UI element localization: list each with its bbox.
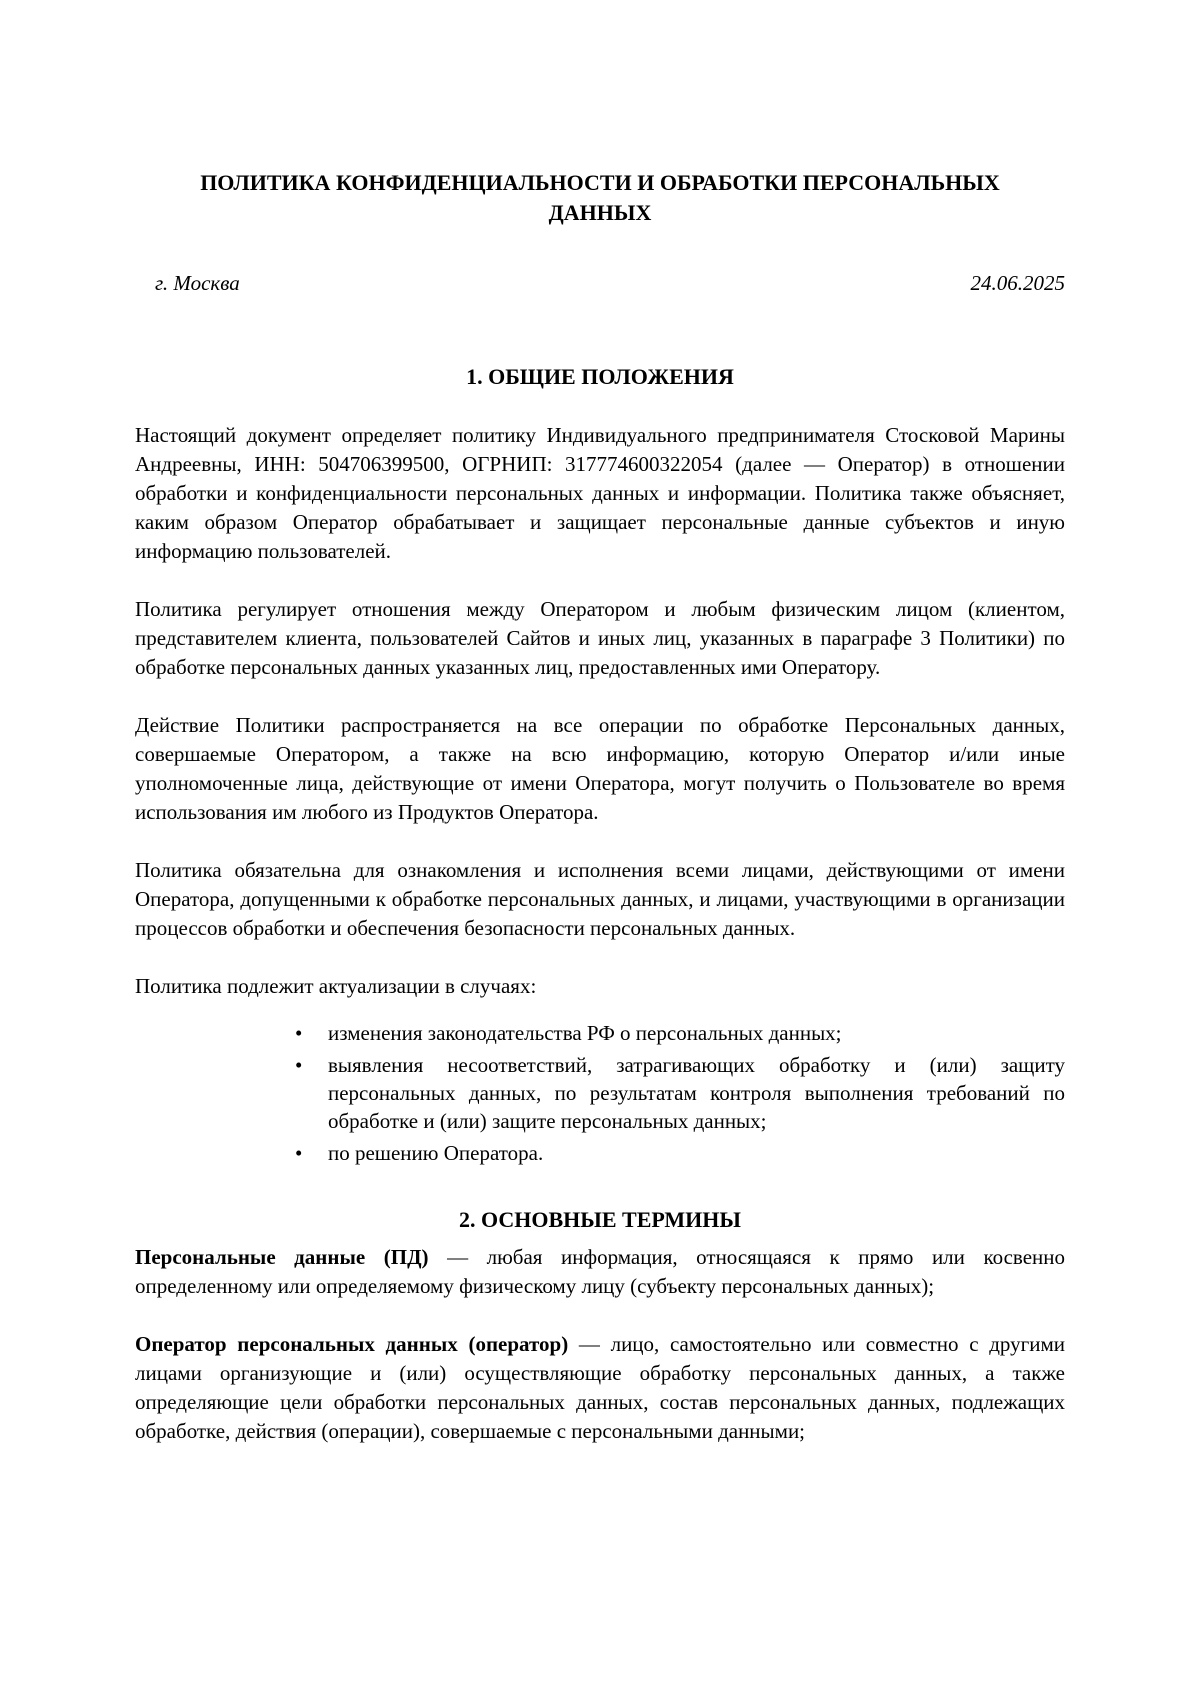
list-item: • изменения законодательства РФ о персональных данных; — [328, 1019, 1065, 1047]
document-date: 24.06.2025 — [970, 271, 1065, 295]
document-title: ПОЛИТИКА КОНФИДЕНЦИАЛЬНОСТИ И ОБРАБОТКИ ПЕРСОНАЛЬНЫХ ДАННЫХ — [200, 170, 1000, 225]
update-cases-list — [135, 1019, 1065, 1167]
term-name: Оператор персональных данных (оператор) — [135, 1332, 569, 1356]
paragraph-operator-definition: Настоящий документ определяет политику Индивидуального предпринимателя Стосковой Марины Андреевны, ИНН: 504706399500, ОГРНИП: 317774600322054 (далее — Оператор) в отношении обработки и конфиденциальности персональных данных и информации. Политика также объясняет, каким образом Оператор обрабатывает и защищает персональные данные субъектов и иную информацию пользователей. — [135, 423, 1065, 563]
list-item: • по решению Оператора. — [328, 1139, 1065, 1167]
section-heading-general: 1. ОБЩИЕ ПОЛОЖЕНИЯ — [466, 364, 734, 389]
term-operator — [135, 1330, 1065, 1446]
term-personal-data — [135, 1243, 1065, 1301]
place-date-row — [135, 268, 1065, 298]
section-heading-terms: 2. ОСНОВНЫЕ ТЕРМИНЫ — [458, 1207, 741, 1232]
term-definition: — любая информация, относящаяся к прямо или косвенно определенному или определяемому физическому лицу (субъекту персональных данных); — [135, 1245, 1066, 1298]
paragraph-policy-relations: Политика регулирует отношения между Оператором и любым физическим лицом (клиентом, представителем клиента, пользователей Сайтов и иных лиц, указанных в параграфе 3 Политики) по обработке персональных данных указанных лиц, предоставленных ими Оператору. — [135, 597, 1065, 679]
term-name: Персональные данные (ПД) — [135, 1245, 429, 1269]
document-content — [0, 168, 1200, 1446]
paragraph-update-list-intro: Политика подлежит актуализации в случаях: — [135, 974, 537, 998]
paragraph-policy-mandatory: Политика обязательна для ознакомления и исполнения всеми лицами, действующими от имени Оператора, допущенными к обработке персональных данных, и лицами, участвующими в организации процессов обработки и обеспечения безопасности персональных данных. — [135, 858, 1065, 940]
term-definition: — лицо, самостоятельно или совместно с другими лицами организующие и (или) осуществляющие обработку персональных данных, а также определяющие цели обработки персональных данных, состав персональных данных, подлежащих обработке, действия (операции), совершаемые с персональными данными; — [135, 1332, 1065, 1443]
document-place: г. Москва — [155, 271, 240, 295]
list-item: • выявления несоответствий, затрагивающих обработку и (или) защиту персональных данных, по результатам контроля выполнения требований по обработке и (или) защите персональных данных; — [328, 1051, 1065, 1135]
paragraph-policy-scope: Действие Политики распространяется на все операции по обработке Персональных данных, совершаемые Оператором, а также на всю информацию, которую Оператор и/или иные уполномоченные лица, действующие от имени Оператора, могут получить о Пользователе во время использования им любого из Продуктов Оператора. — [135, 713, 1065, 824]
